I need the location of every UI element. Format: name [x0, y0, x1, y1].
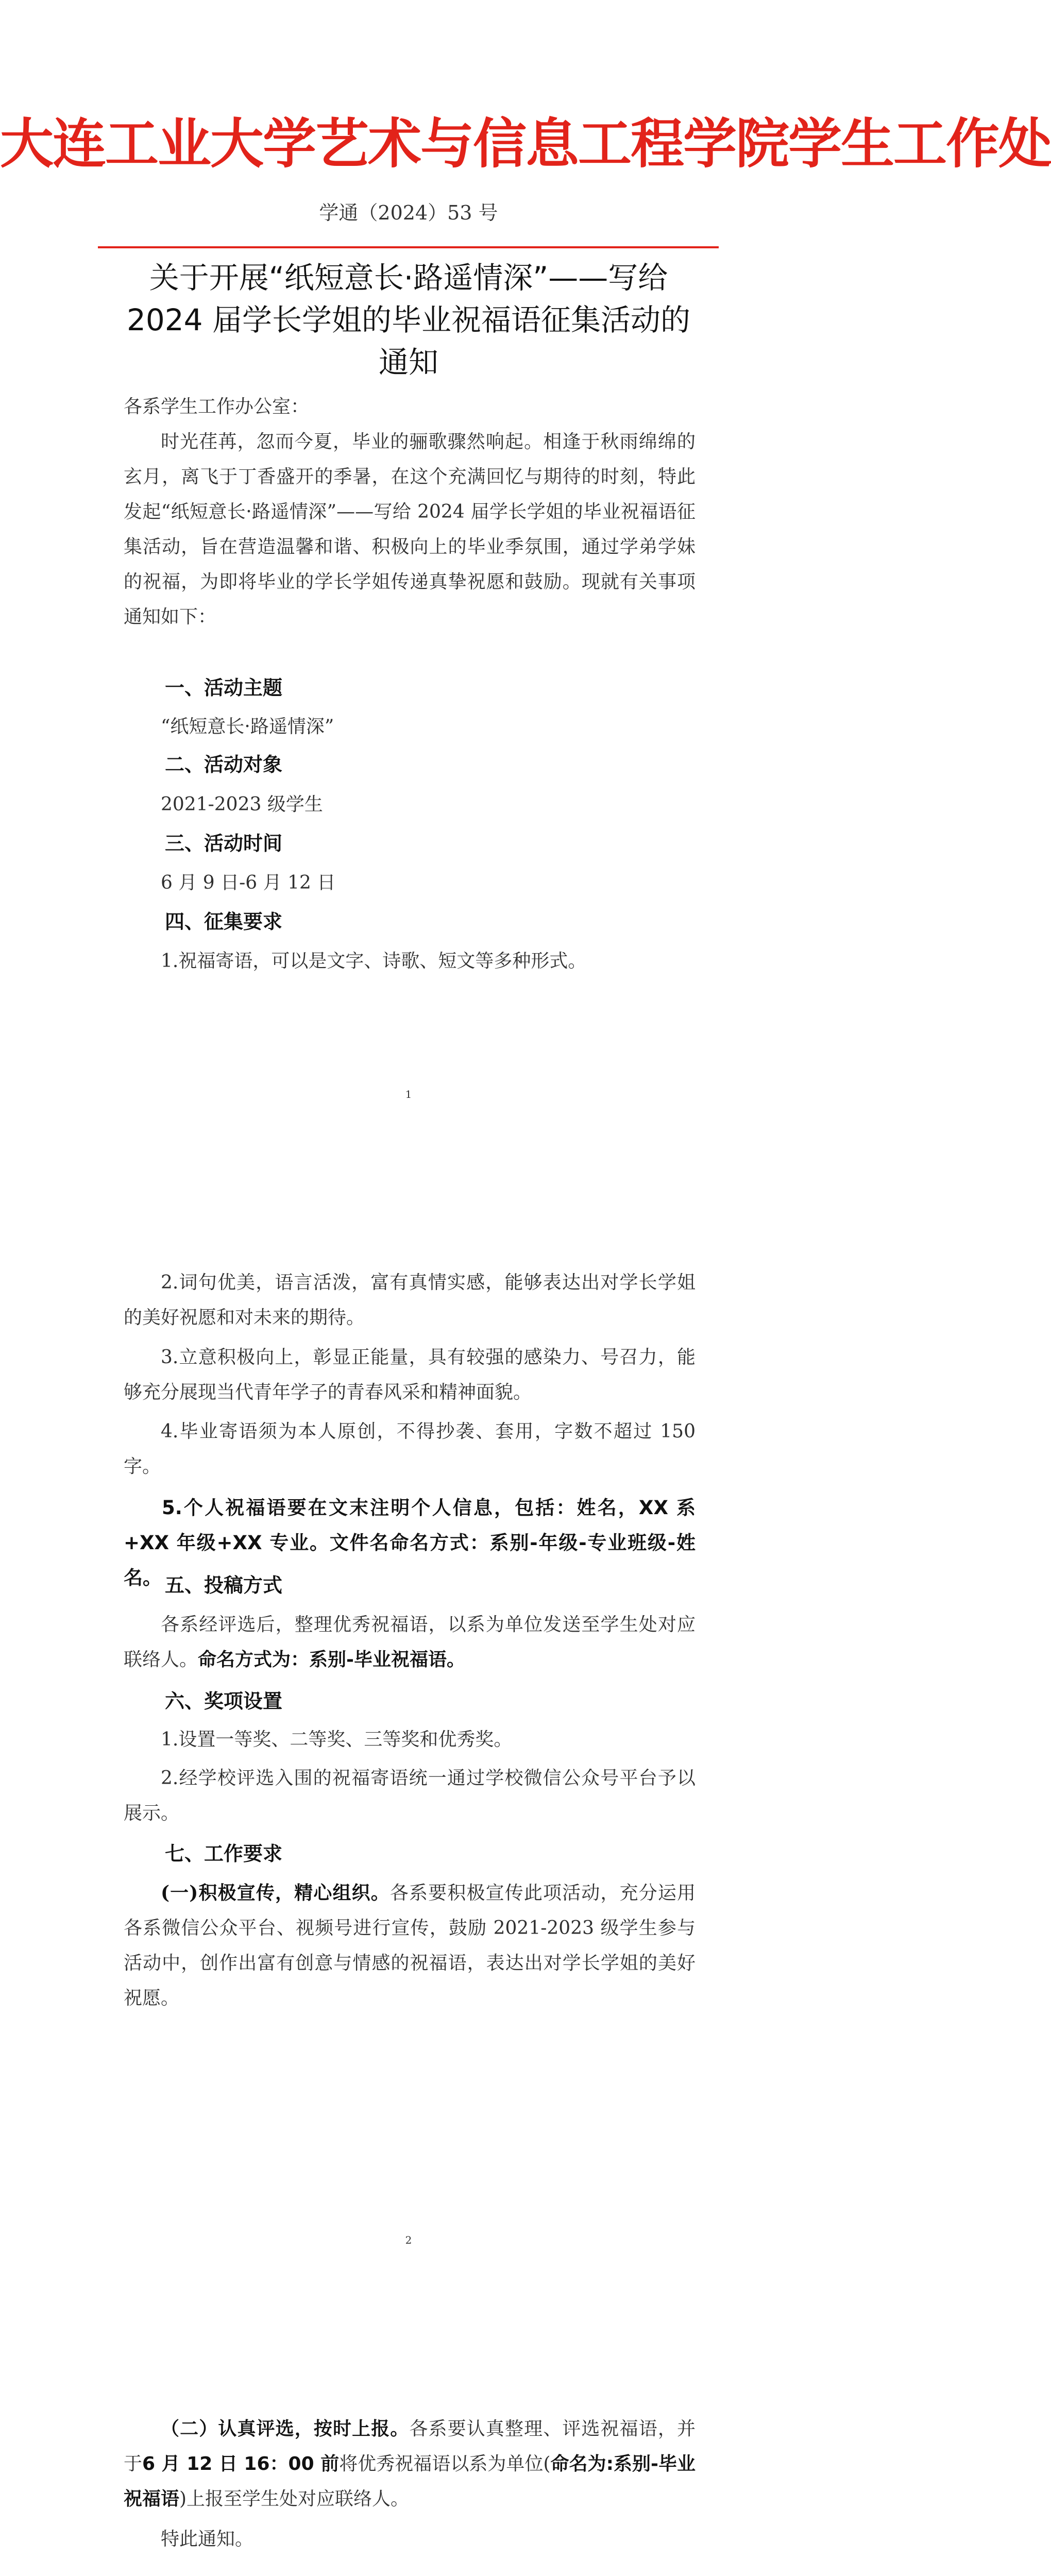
submission-naming: 命名方式为：系别-毕业祝福语。 [198, 1649, 465, 1670]
work-2-b: 将优秀祝福语以系为单位( [339, 2453, 551, 2475]
requirement-2: 2.词句优美，语言活泼，富有真情实感，能够表达出对学长学姐的美好祝愿和对未来的期待。 [124, 1272, 696, 1328]
work-1-text: 各系要积极宣传此项活动，充分运用各系微信公众平台、视频号进行宣传，鼓励 2021-2023 级学生参与活动中，创作出富有创意与情感的祝福语，表达出对学长学姐的美好祝愿。 [124, 1883, 696, 2009]
work-2-lead: （二）认真评选，按时上报。 [161, 2418, 410, 2439]
section-4-heading: 四、征集要求 [165, 910, 283, 933]
section-5-heading: 五、投稿方式 [165, 1574, 283, 1597]
section-1-heading: 一、活动主题 [165, 676, 283, 699]
title-line-2: 2024 届学长学姐的毕业祝福语征集活动的 [126, 302, 691, 337]
work-requirement-1 [124, 1875, 696, 2016]
section-3-heading: 三、活动时间 [165, 832, 283, 855]
award-2: 2.经学校评选入围的祝福寄语统一通过学校微信公众号平台予以展示。 [124, 1768, 696, 1824]
page-number-1: 1 [405, 1088, 412, 1100]
notice-title [108, 257, 709, 383]
closing-text: 特此通知。 [161, 2529, 254, 2550]
section-3-text: 6 月 9 日-6 月 12 日 [161, 872, 336, 893]
requirement-4: 4.毕业寄语须为本人原创，不得抄袭、套用，字数不超过 150 字。 [124, 1421, 696, 1477]
submission-text [124, 1607, 696, 1677]
title-line-1: 关于开展“纸短意长·路遥情深”——写给 [149, 260, 668, 295]
page-number-2: 2 [405, 2234, 412, 2246]
work-2-c: )上报至学生处对应联络人。 [179, 2488, 410, 2510]
section-2-text: 2021-2023 级学生 [161, 794, 323, 815]
document-number: 学通（2024）53 号 [319, 201, 498, 224]
work-1-lead: (一)积极宣传，精心组织。 [161, 1882, 390, 1904]
masthead-title: 大连工业大学艺术与信息工程学院学生工作处 [0, 112, 1051, 175]
title-line-3: 通知 [378, 345, 438, 380]
submission-body: 各系经评选后，整理优秀祝福语，以系为单位发送至学生处对应联络人。 [124, 1614, 696, 1670]
section-7-heading: 七、工作要求 [165, 1842, 283, 1865]
requirement-3: 3.立意积极向上，彰显正能量，具有较强的感染力、号召力，能够充分展现当代青年学子的青春风采和精神面貌。 [124, 1347, 696, 1403]
intro-paragraph: 时光荏苒，忽而今夏，毕业的骊歌骤然响起。相逢于秋雨绵绵的玄月，离飞于丁香盛开的季暑，在这个充满回忆与期待的时刻，特此发起“纸短意长·路遥情深”——写给 2024 届学长学姐的毕业祝福语征集活动，旨在营造温馨和谐、积极向上的毕业季氛围，通过学弟学妹的祝福，为即将毕业的学长学姐传递真挚祝愿和鼓励。现就有关事项通知如下： [124, 431, 696, 628]
requirement-5: 5.个人祝福语要在文末注明个人信息，包括：姓名，XX 系+XX 年级+XX 专业。文件名命名方式：系别-年级-专业班级-姓名。 [124, 1497, 696, 1589]
section-2-heading: 二、活动对象 [165, 753, 283, 776]
work-2-naming: 命名为:系别-毕业祝福语 [124, 2453, 696, 2510]
work-2-a: 各系要认真整理、评选祝福语，并于 [124, 2418, 696, 2475]
red-divider [98, 246, 719, 248]
award-1: 1.设置一等奖、二等奖、三等奖和优秀奖。 [161, 1729, 513, 1750]
salutation: 各系学生工作办公室： [124, 396, 310, 417]
work-requirement-2 [124, 2411, 696, 2517]
section-1-text: “纸短意长·路遥情深” [161, 716, 334, 737]
section-6-heading: 六、奖项设置 [165, 1690, 283, 1713]
work-2-deadline: 6 月 12 日 16：00 前 [142, 2453, 340, 2475]
requirement-1: 1.祝福寄语，可以是文字、诗歌、短文等多种形式。 [161, 951, 587, 972]
